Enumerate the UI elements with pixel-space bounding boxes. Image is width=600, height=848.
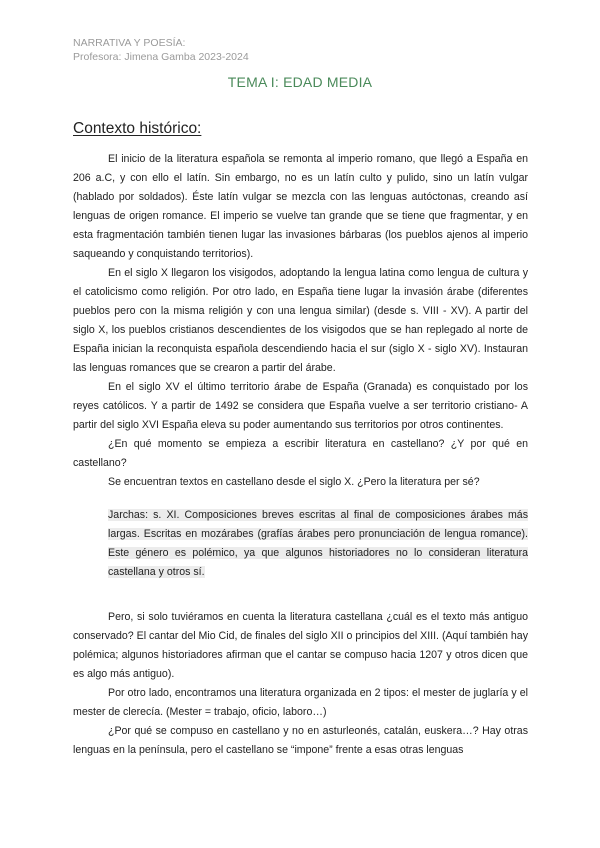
jarchas-note — [73, 506, 528, 582]
paragraph-8: ¿Por qué se compuso en castellano y no en asturleonés, catalán, euskera…? Hay otras lenguas en la península, pero el castellano se “impone” frente a esas otras lenguas — [73, 725, 528, 756]
paragraph-4: ¿En qué momento se empieza a escribir literatura en castellano? ¿Y por qué en castellano? — [73, 438, 528, 469]
paragraph-1: El inicio de la literatura española se remonta al imperio romano, que llegó a España en 206 a.C, y con ello el latín. Sin embargo, no es un latín culto y pulido, sino un latín vulgar (hablado por soldados). Éste latín vulgar se mezcla con las lenguas autóctonas, creando así lenguas de origen romance. El imperio se vuelve tan grande que se tiene que fragmentar, y en esta fragmentación también tienen lugar las invasiones bárbaras (los pueblos ajenos al imperio saqueando y conquistando territorios). — [73, 153, 528, 260]
section-heading: Contexto histórico: — [73, 120, 202, 137]
document-body — [73, 150, 528, 760]
jarchas-text: Jarchas: s. XI. Composiciones breves escritas al final de composiciones árabes más largas. Escritas en mozárabes (grafías árabes pero pronunciación de lengua romance). Este género es polémico, ya que algunos historiadores no lo consideran literatura castellana y otros sí. — [108, 509, 528, 578]
paragraph-6: Pero, si solo tuviéramos en cuenta la literatura castellana ¿cuál es el texto más antiguo conservado? El cantar del Mio Cid, de finales del siglo XII o principios del XIII. (Aquí también hay polémica; algunos historiadores afirman que el cantar se compuso hacia 1207 y otros dicen que es algo más antiguo). — [73, 611, 528, 680]
page-title: TEMA I: EDAD MEDIA — [227, 74, 373, 90]
spacer — [73, 596, 528, 608]
teacher-line: Profesora: Jimena Gamba 2023-2024 — [73, 51, 249, 63]
paragraph-3: En el siglo XV el último territorio árabe de España (Granada) es conquistado por los reyes católicos. Y a partir de 1492 se considera que España vuelve a ser territorio cristiano- A partir del siglo XVI España eleva su poder aumentando sus territorios por otros continentes. — [73, 381, 528, 431]
paragraph-2: En el siglo X llegaron los visigodos, adoptando la lengua latina como lengua de cultura y el catolicismo como religión. Por otro lado, en España tiene lugar la invasión árabe (diferentes pueblos pero con la misma religión y con una lengua similar) (desde s. VIII - XV). A partir del siglo X, los pueblos cristianos descendientes de los visigodos que se han replegado al norte de España inician la reconquista española descendiendo hacia el sur (siglo X - siglo XV). Instauran las lenguas romances que se crearon a partir del árabe. — [73, 267, 528, 374]
paragraph-7: Por otro lado, encontramos una literatura organizada en 2 tipos: el mester de juglaría y el mester de clerecía. (Mester = trabajo, oficio, laboro…) — [73, 687, 528, 718]
paragraph-5: Se encuentran textos en castellano desde el siglo X. ¿Pero la literatura per sé? — [108, 476, 480, 488]
course-name: NARRATIVA Y POESÍA: — [73, 37, 186, 49]
document-header — [73, 36, 249, 64]
